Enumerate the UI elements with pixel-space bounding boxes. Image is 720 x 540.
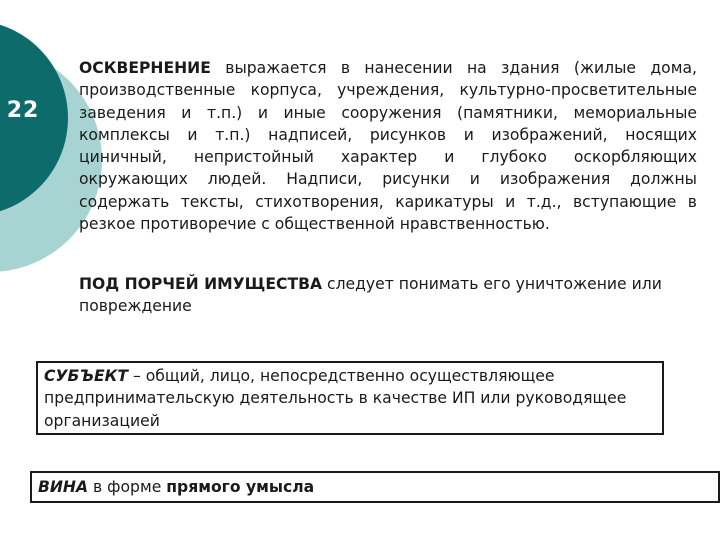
desecration-definition: выражается в нанесении на здания (жилые дома, производственные корпуса, учреждения, культурно-просветительные заведения и т.п.) и иные сооружения (памятники, мемориальные комплексы и т.п.) надписей, рисунков и изображений, носящих циничный, непристойный характер и глубоко оскорбляющих окружающих людей. Надписи, рисунки и изображения должны содержать тексты, стихотворения, карикатуры и т.д., вступающие в резкое противоречие с общественной нравственностью.: [79, 59, 697, 234]
paragraph-desecration: [79, 57, 697, 235]
subject-definition: – общий, лицо, непосредственно осуществляющее предпринимательскую деятельность в качестве ИП или руководящее организацией: [44, 367, 627, 430]
property-damage-definition: следует понимать его уничтожение или повреждение: [79, 275, 662, 316]
guilt-box: [30, 471, 720, 503]
term-subject: СУБЪЕКТ: [44, 367, 129, 385]
term-desecration: ОСКВЕРНЕНИЕ: [79, 59, 211, 77]
guilt-intent-type: прямого умысла: [166, 478, 315, 496]
paragraph-property-damage: [79, 273, 697, 318]
subject-box: [36, 361, 664, 435]
term-property-damage: ПОД ПОРЧЕЙ ИМУЩЕСТВА: [79, 275, 323, 293]
guilt-connector: в форме: [88, 478, 167, 496]
slide-number: 22: [6, 98, 40, 123]
term-guilt: ВИНА: [38, 478, 89, 496]
